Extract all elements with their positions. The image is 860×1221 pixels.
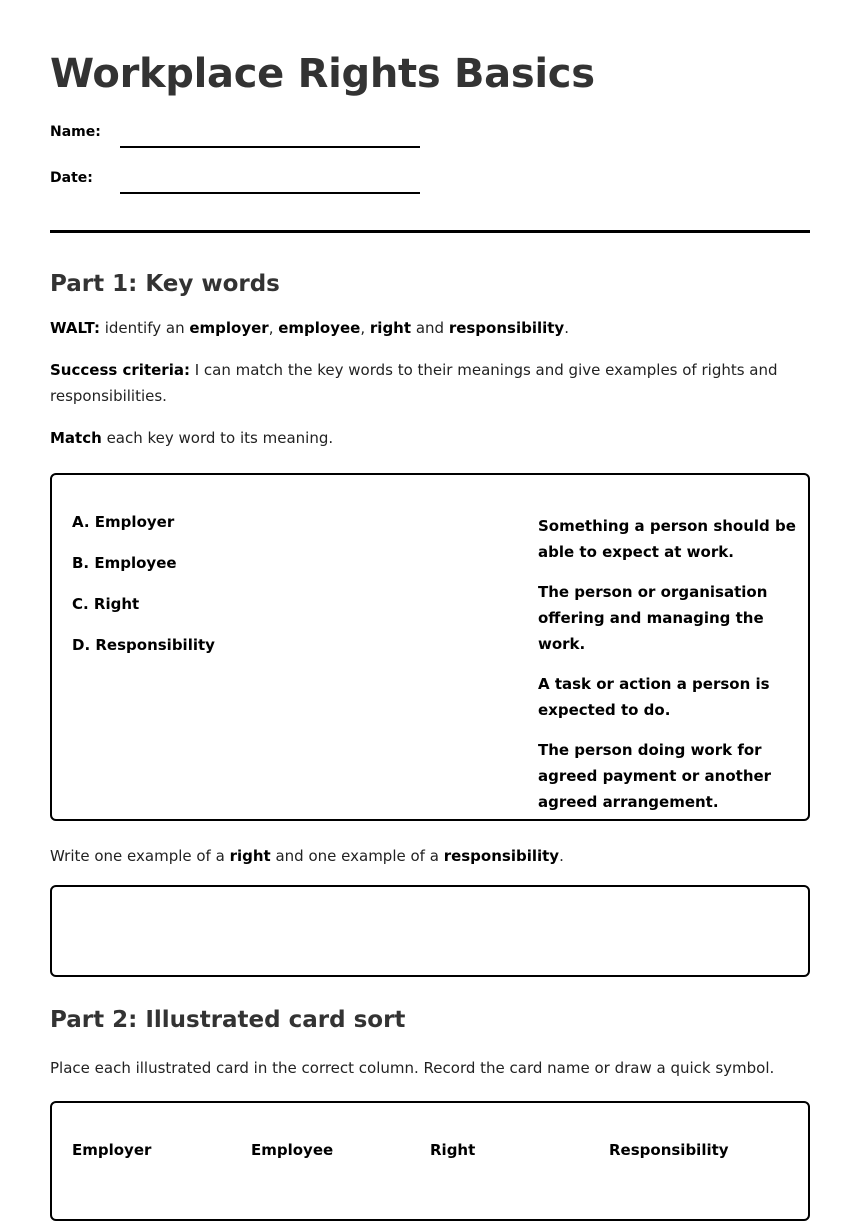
column-employee: Employee (251, 1141, 334, 1159)
name-label: Name: (50, 124, 101, 140)
column-right: Right (430, 1141, 476, 1159)
success-criteria-label: Success criteria: (50, 361, 190, 379)
date-label: Date: (50, 170, 93, 186)
walt-statement: WALT: identify an employer, employee, right and responsibility. (50, 319, 569, 337)
definition-item[interactable]: The person doing work for agreed payment or another agreed arrangement. (538, 741, 772, 811)
key-word-item[interactable]: B. Employee (72, 554, 177, 572)
date-field-row (50, 148, 810, 194)
example-answer-box[interactable] (50, 885, 810, 977)
definition-item[interactable]: The person or organisation offering and managing the work. (538, 583, 768, 653)
card-sort-box (50, 1101, 810, 1221)
example-instruction: Write one example of a right and one example of a responsibility. (50, 847, 564, 865)
key-word-item[interactable]: D. Responsibility (72, 636, 215, 654)
column-responsibility: Responsibility (609, 1141, 729, 1159)
page-title: Workplace Rights Basics (50, 51, 595, 97)
header-divider (50, 230, 810, 233)
part2-heading: Part 2: Illustrated card sort (50, 1007, 406, 1033)
key-word-item[interactable]: C. Right (72, 595, 140, 613)
date-field[interactable] (120, 191, 420, 194)
definition-item[interactable]: Something a person should be able to expect at work. (538, 517, 796, 561)
card-sort-instruction: Place each illustrated card in the correct column. Record the card name or draw a quick symbol. (50, 1059, 775, 1077)
key-word-item[interactable]: A. Employer (72, 513, 175, 531)
name-field-row (50, 98, 810, 148)
definition-list (538, 513, 798, 829)
part1-heading: Part 1: Key words (50, 271, 280, 297)
matching-box (50, 473, 810, 821)
key-word-list (72, 511, 215, 675)
column-employer: Employer (72, 1141, 152, 1159)
definition-item[interactable]: A task or action a person is expected to do. (538, 675, 770, 719)
match-instruction: Match each key word to its meaning. (50, 429, 334, 447)
name-field[interactable] (120, 145, 420, 148)
success-criteria: Success criteria: I can match the key words to their meanings and give examples of rights and responsibilities. (50, 361, 778, 405)
walt-label: WALT: (50, 319, 100, 337)
